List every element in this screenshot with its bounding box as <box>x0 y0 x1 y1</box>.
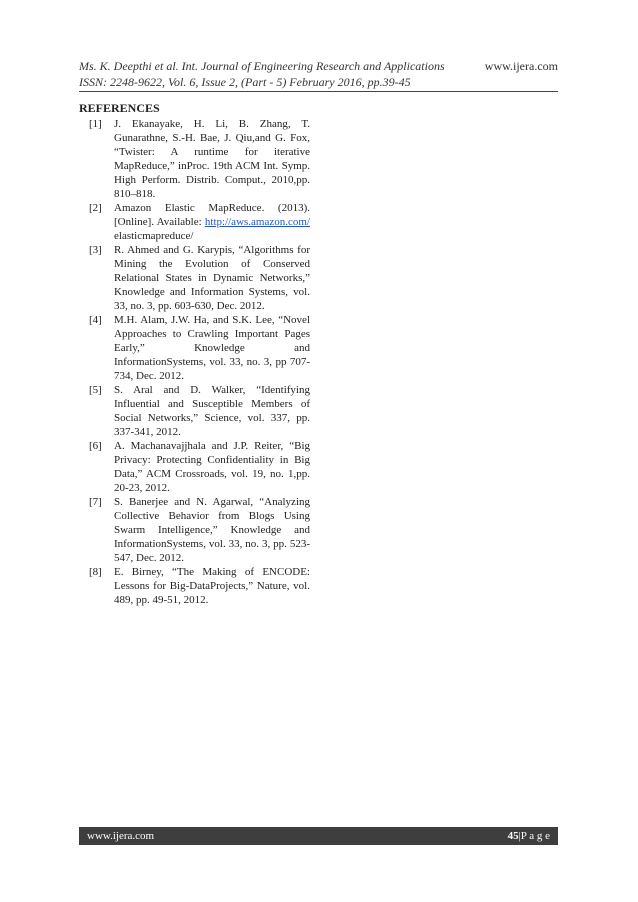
header-divider <box>79 91 558 92</box>
reference-text: S. Aral and D. Walker, “Identifying Influential and Susceptible Members of Social Networks,” Science, vol. 337, pp. 337-341, 2012. <box>114 384 310 438</box>
reference-item <box>79 495 310 565</box>
reference-item <box>79 243 310 313</box>
reference-number: [2] <box>89 202 102 214</box>
reference-number: [6] <box>89 440 102 452</box>
reference-text: A. Machanavajjhala and J.P. Reiter, “Big Privacy: Protecting Confidentiality in Big Data,” ACM Crossroads, vol. 19, no. 1,pp. 20-23, 2012. <box>114 440 310 494</box>
reference-item <box>79 117 310 201</box>
reference-item <box>79 565 310 607</box>
reference-number: [5] <box>89 384 102 396</box>
reference-item <box>79 439 310 495</box>
reference-text <box>114 201 310 243</box>
reference-text: S. Banerjee and N. Agarwal, “Analyzing Collective Behavior from Blogs Using Swarm Intelligence,” Knowledge and InformationSystems, vol. 33, no. 3, pp. 523-547, Dec. 2012. <box>114 496 310 564</box>
references-heading: REFERENCES <box>79 101 160 115</box>
issn-line: ISSN: 2248-9622, Vol. 6, Issue 2, (Part - 5) February 2016, pp.39-45 <box>79 75 411 89</box>
page-header <box>79 58 558 90</box>
reference-number: [4] <box>89 314 102 326</box>
page-label: |P a g e <box>518 830 550 842</box>
reference-text-part: Amazon Elastic MapReduce. (2013). [Online]. Available: <box>114 202 310 228</box>
reference-link[interactable]: http://aws.amazon.com/ <box>204 216 310 228</box>
reference-text: M.H. Alam, J.W. Ha, and S.K. Lee, “Novel Approaches to Crawling Important Pages Early,” Knowledge and InformationSystems, vol. 33, no. 3, pp 707-734, Dec. 2012. <box>114 314 310 382</box>
reference-number: [8] <box>89 566 102 578</box>
reference-number: [1] <box>89 118 102 130</box>
reference-text: E. Birney, “The Making of ENCODE: Lessons for Big-DataProjects,” Nature, vol. 489, pp. 49-51, 2012. <box>114 566 310 606</box>
reference-text-part: elasticmapreduce/ <box>114 230 194 242</box>
reference-item <box>79 201 310 243</box>
page-number <box>508 829 550 843</box>
page-number-value: 45 <box>507 830 519 842</box>
reference-number: [7] <box>89 496 102 508</box>
references-section <box>79 101 310 607</box>
header-website: www.ijera.com <box>484 59 558 73</box>
reference-text: J. Ekanayake, H. Li, B. Zhang, T. Gunarathne, S.-H. Bae, J. Qiu,and G. Fox, “Twister: A runtime for iterative MapReduce,” inProc. 19th ACM Int. Symp. High Perform. Distrib. Comput., 2010,pp. 810–818. <box>114 118 310 200</box>
reference-number: [3] <box>89 244 102 256</box>
reference-item <box>79 383 310 439</box>
footer-website: www.ijera.com <box>87 830 155 842</box>
reference-text: R. Ahmed and G. Karypis, “Algorithms for Mining the Evolution of Conserved Relational States in Dynamic Networks,” Knowledge and Information Systems, vol. 33, no. 3, pp. 603-630, Dec. 2012. <box>114 244 310 312</box>
reference-item <box>79 313 310 383</box>
page-footer <box>79 827 558 845</box>
journal-citation-line: Ms. K. Deepthi et al. Int. Journal of Engineering Research and Applications <box>79 59 445 73</box>
